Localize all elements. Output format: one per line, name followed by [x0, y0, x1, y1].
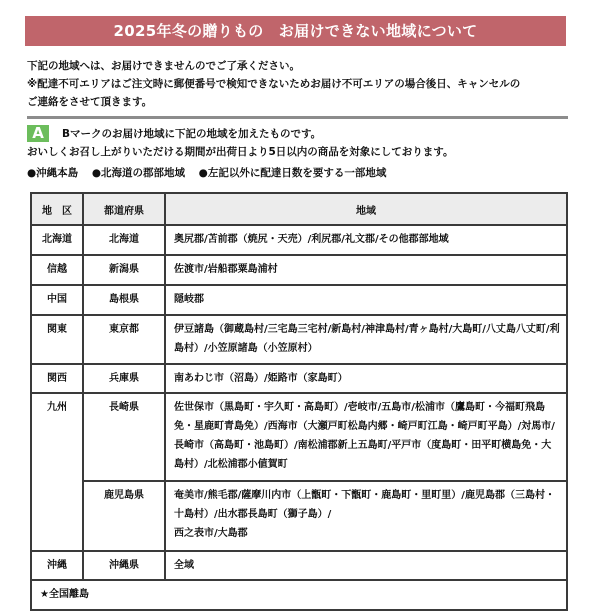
area-cell: 佐渡市/岩船郡粟島浦村	[165, 255, 567, 285]
table-row	[31, 315, 567, 364]
intro-notice	[27, 57, 572, 111]
area-cell: 佐世保市（黒島町・宇久町・高島町）/壱岐市/五島市/松浦市（鷹島町・今福町飛島免・星鹿町青島免）/西海市（大瀬戸町松島内郷・崎戸町江島・崎戸町平島）/対馬市/長崎市（高島町・池島町）/南松浦郡新上五島町/平戸市（度島町・田平町横島免・大島村）/北松浦郡小値賀町	[165, 393, 567, 481]
bullet-item: ●左記以外に配達日数を要する一部地域	[198, 167, 387, 179]
prefecture-cell: 沖縄県	[83, 551, 165, 580]
area-cell: 伊豆諸島（御蔵島村/三宅島三宅村/新島村/神津島村/青ヶ島村/大島町/八丈島八丈町/利島村）/小笠原諸島（小笠原村）	[165, 315, 567, 364]
table-row	[31, 364, 567, 393]
district-cell: 北海道	[31, 225, 83, 255]
table-footer-row	[31, 580, 567, 610]
area-line: 西之表市/大島郡	[174, 528, 248, 539]
section-a-bullets	[27, 165, 572, 182]
header-prefecture: 都道府県	[83, 193, 165, 225]
district-cell: 沖縄	[31, 551, 83, 580]
section-a-badge: A	[27, 125, 49, 142]
district-cell: 関西	[31, 364, 83, 393]
footer-note: ★全国離島	[31, 580, 567, 610]
section-a-description: おいしくお召し上がりいただける期間が出荷日より5日以内の商品を対象にしております。	[27, 146, 454, 158]
intro-line-2: ※配達不可エリアはご注文時に郵便番号で検知できないためお届け不可エリアの場合後日、キャンセルの	[27, 78, 521, 90]
header-district: 地 区	[31, 193, 83, 225]
intro-line-3: ご連絡をさせて頂きます。	[27, 96, 153, 108]
intro-line-1: 下記の地域へは、お届けできませんのでご了承ください。	[27, 60, 300, 72]
area-cell: 奥尻郡/苫前郡（焼尻・天売）/利尻郡/礼文郡/その他郡部地域	[165, 225, 567, 255]
bullet-item: ●北海道の郡部地域	[91, 167, 185, 179]
table-row	[31, 225, 567, 255]
prefecture-cell: 新潟県	[83, 255, 165, 285]
area-cell: 南あわじ市（沼島）/姫路市（家島町）	[165, 364, 567, 393]
prefecture-cell: 東京都	[83, 315, 165, 364]
area-cell	[165, 481, 567, 551]
district-cell: 関東	[31, 315, 83, 364]
prefecture-cell: 島根県	[83, 285, 165, 315]
table-header-row	[31, 193, 567, 225]
area-cell: 全域	[165, 551, 567, 580]
table-row	[31, 255, 567, 285]
page-title-banner: 2025年冬の贈りもの お届けできない地域について	[25, 16, 566, 46]
district-cell: 中国	[31, 285, 83, 315]
section-a-heading: Bマークのお届け地域に下記の地域を加えたものです。	[62, 128, 322, 140]
header-area: 地域	[165, 193, 567, 225]
district-cell: 九州	[31, 393, 83, 551]
undeliverable-areas-table	[30, 192, 568, 611]
section-divider	[27, 116, 568, 119]
table-row	[31, 551, 567, 580]
table-row	[31, 481, 567, 551]
table-row	[31, 285, 567, 315]
area-cell: 隠岐郡	[165, 285, 567, 315]
section-a	[27, 125, 572, 182]
prefecture-cell: 鹿児島県	[83, 481, 165, 551]
prefecture-cell: 長崎県	[83, 393, 165, 481]
area-line: 奄美市/熊毛郡/薩摩川内市（上甑町・下甑町・鹿島町・里町里）/鹿児島郡（三島村・十島村）/出水郡長島町（獅子島）/	[174, 490, 555, 520]
district-cell: 信越	[31, 255, 83, 285]
prefecture-cell: 兵庫県	[83, 364, 165, 393]
table-row	[31, 393, 567, 481]
bullet-item: ●沖縄本島	[27, 167, 79, 179]
prefecture-cell: 北海道	[83, 225, 165, 255]
